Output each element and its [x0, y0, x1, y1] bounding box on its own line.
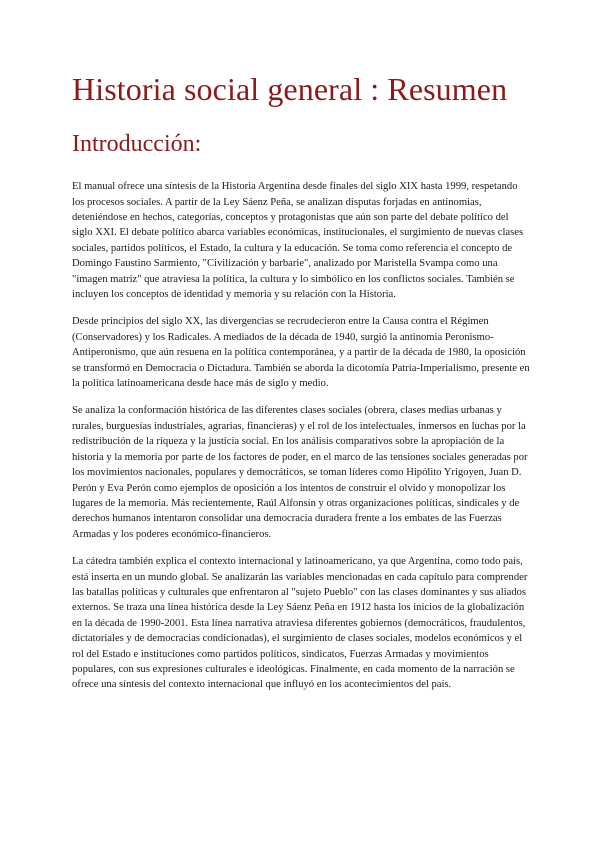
- paragraph-1: El manual ofrece una síntesis de la Historia Argentina desde finales del siglo XIX hasta 1999, respetando los procesos sociales. A partir de la Ley Sáenz Peña, se analizan disputas forjadas en antinomias, deteniéndose en hechos, categorías, conceptos y protagonistas que aún son parte del debate político del siglo XXI. El debate político abarca variables económicas, institucionales, el surgimiento de nuevas clases sociales, partidos políticos, el Estado, la cultura y la educación. Se toma como referencia el concepto de Domingo Faustino Sarmiento, "Civilización y barbarie", analizado por Maristella Svampa como una "imagen matriz" que atraviesa la política, la cultura y lo simbólico en los conflictos sociales. También se incluyen los conceptos de identidad y memoria y su relación con la Historia.: [72, 181, 524, 301]
- document-page: [72, 70, 530, 705]
- page-title: Historia social general : Resumen: [72, 71, 508, 107]
- paragraph-2: Desde principios del siglo XX, las divergencias se recrudecieron entre la Causa contra el Régimen (Conservadores) y los Radicales. A mediados de la década de 1940, surgió la antinomia Peronismo-Antiperonismo, que aún resuena en la política contemporánea, y a partir de la década de 1980, la oposición se transformó en Democracia o Dictadura. También se aborda la dicotomía Patria-Imperialismo, presente en la política latinoamericana desde hace más de siglo y medio.: [72, 316, 530, 390]
- section-heading-introduccion: Introducción:: [72, 131, 202, 158]
- paragraph-3: Se analiza la conformación histórica de las diferentes clases sociales (obrera, clases medias urbanas y rurales, burguesías industriales, agrarias, financieras) y el rol de los intelectuales, inmersos en luchas por la redistribución de la riqueza y la justicia social. En los análisis comparativos sobre la apropiación de la historia y la memoria por parte de los factores de poder, en el marco de las tensiones sociales generadas por los movimientos nacionales, populares y democráticos, se toman líderes como Hipólito Yrigoyen, Juan D. Perón y Eva Perón como ejemplos de oposición a los intentos de construir el olvido y monopolizar los lugares de la memoria. Más recientemente, Raúl Alfonsín y otras organizaciones políticas, sindicales y de derechos humanos intentaron consolidar una democracia duradera frente a los embates de las Fuerzas Armadas y los poderes económico-financieros.: [72, 405, 528, 540]
- paragraph-4: La cátedra también explica el contexto internacional y latinoamericano, ya que Argentina, como todo país, está inserta en un mundo global. Se analizarán las variables mencionadas en cada capítulo para comprender las batallas políticas y culturales que enfrentaron al "sujeto Pueblo" con las clases dominantes y sus aliados externos. Se traza una línea histórica desde la Ley Sáenz Peña en 1912 hasta los inicios de la globalización en la década de 1990-2001. Esta línea narrativa atraviesa diferentes gobiernos (democráticos, fraudulentos, dictatoriales y de democracias condicionadas), el surgimiento de clases sociales, modelos económicos y el rol del Estado e instituciones como partidos políticos, sindicatos, Fuerzas Armadas y movimientos populares, con sus expresiones culturales e ideológicas. Finalmente, en cada momento de la narración se ofrece una síntesis del contexto internacional que influyó en los acontecimientos del país.: [72, 556, 528, 691]
